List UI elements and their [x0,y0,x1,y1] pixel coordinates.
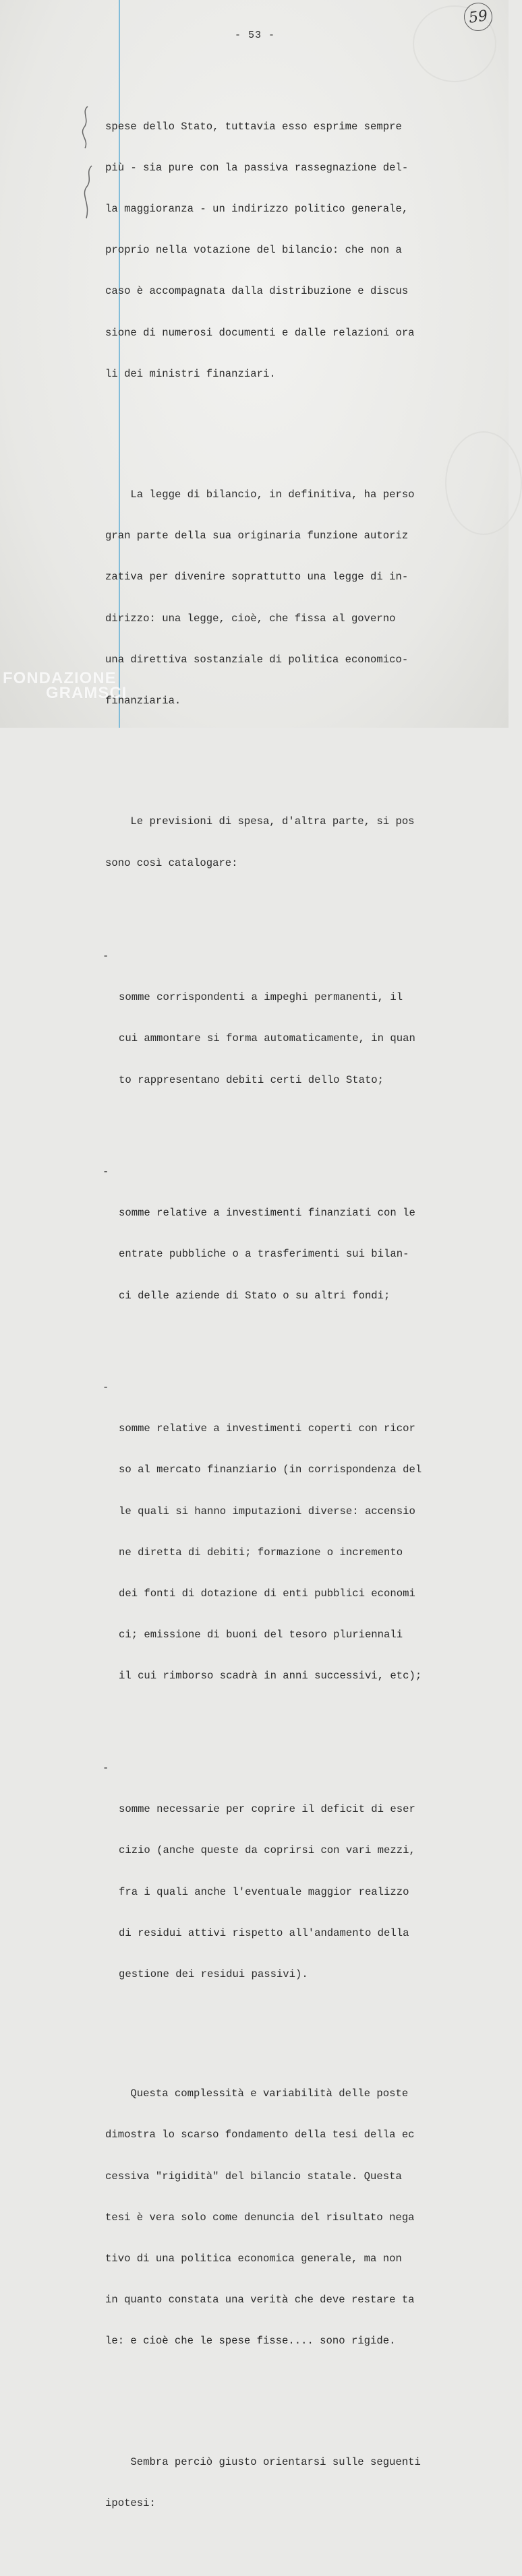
text-line: fra i quali anche l'eventuale maggior realizzo [119,1885,409,1898]
text-line: sono così catalogare: [105,856,238,869]
list-dash: - [103,949,109,962]
text-line: proprio nella votazione del bilancio: che non a [105,244,402,257]
text-line: cizio (anche queste da coprirsi con vari mezzi, [119,1844,415,1857]
text-line: somme necessarie per coprire il deficit di eser [119,1803,415,1816]
text-line: spese dello Stato, tuttavia esso esprime sempre [105,120,402,133]
text-line: somme corrispondenti a impeghi permanenti, il [119,991,403,1004]
text-line: dimostra lo scarso fondamento della tesi della ec [105,2129,415,2141]
text-line: gran parte della sua originaria funzione autoriz [105,530,409,542]
text-line: Le previsioni di spesa, d'altra parte, si pos [105,815,415,828]
list-item [105,949,422,1114]
text-line: le quali si hanno imputazioni diverse: accensio [119,1505,415,1517]
text-line: ipotesi: [105,2496,156,2509]
page-number: - 53 - [235,30,276,41]
text-line: di residui attivi rispetto all'andamento della [119,1926,409,1939]
text-line: dirizzo: una legge, cioè, che fissa al governo [105,612,396,625]
text-line: to rappresentano debiti certi dello Stato; [119,1073,384,1086]
text-line: dei fonti di dotazione di enti pubblici economi [119,1588,415,1600]
list-dash: - [103,1381,109,1394]
list-item [105,1165,422,1330]
text-line: finanziaria. [105,695,181,708]
text-line: ci; emissione di buoni del tesoro pluriennali [119,1629,403,1641]
text-line: entrate pubbliche o a trasferimenti sui bilan- [119,1248,409,1261]
text-line: ci delle aziende di Stato o su altri fondi; [119,1289,390,1302]
text-line: tivo di una politica economica generale, ma non [105,2252,402,2265]
text-line: gestione dei residui passivi). [119,1968,308,1980]
paragraph-3 [105,788,422,898]
paragraph-5 [105,2428,422,2538]
text-line: Sembra perciò giusto orientarsi sulle seguenti [105,2455,421,2468]
text-line: li dei ministri finanziari. [105,367,276,380]
text-line: le: e cioè che le spese fisse.... sono rigide. [105,2335,396,2348]
text-line: somme relative a investimenti finanziati con le [119,1207,415,1220]
text-line: so al mercato finanziario (in corrispondenza del [119,1464,422,1476]
text-line: il cui rimborso scadrà in anni successivi, etc); [119,1670,422,1683]
text-line: somme relative a investimenti coperti con ricor [119,1422,415,1435]
text-line: Questa complessità e variabilità delle poste [105,2087,409,2100]
text-line: tesi è vera solo come denuncia del risultato nega [105,2211,415,2224]
paragraph-2 [105,460,422,735]
list-dash: - [103,1761,109,1774]
text-line: zativa per divenire soprattutto una legge di in- [105,571,409,584]
watermark-line-1: FONDAZIONE [3,669,117,687]
document-body [105,65,422,2576]
text-line: una direttiva sostanziale di politica economico- [105,653,409,666]
text-line: più - sia pure con la passiva rassegnazione del- [105,161,409,174]
paragraph-4 [105,2059,422,2375]
text-line: cessiva "rigidità" del bilancio statale. Questa [105,2170,402,2182]
paragraph-1 [105,92,422,408]
archive-number: 59 [462,1,494,32]
watermark-logo [3,671,127,701]
list-dash: - [103,1166,109,1178]
watermark-line-2: GRAMSCI [46,684,127,702]
text-line: in quanto constata una verità che deve restare ta [105,2294,415,2306]
text-line: caso è accompagnata dalla distribuzione e discus [105,285,409,298]
text-line: la maggioranza - un indirizzo politico generale, [105,203,409,216]
text-line: ne diretta di debiti; formazione o incremento [119,1546,403,1559]
list-item [105,1761,422,2009]
text-line: La legge di bilancio, in definitiva, ha perso [105,489,415,501]
faded-stamp-right [445,431,522,535]
handwritten-bracket-mark [78,105,94,220]
list-item [105,1381,422,1711]
text-line: sione di numerosi documenti e dalle relazioni ora [105,326,415,339]
text-line: cui ammontare si forma automaticamente, in quan [119,1032,415,1045]
